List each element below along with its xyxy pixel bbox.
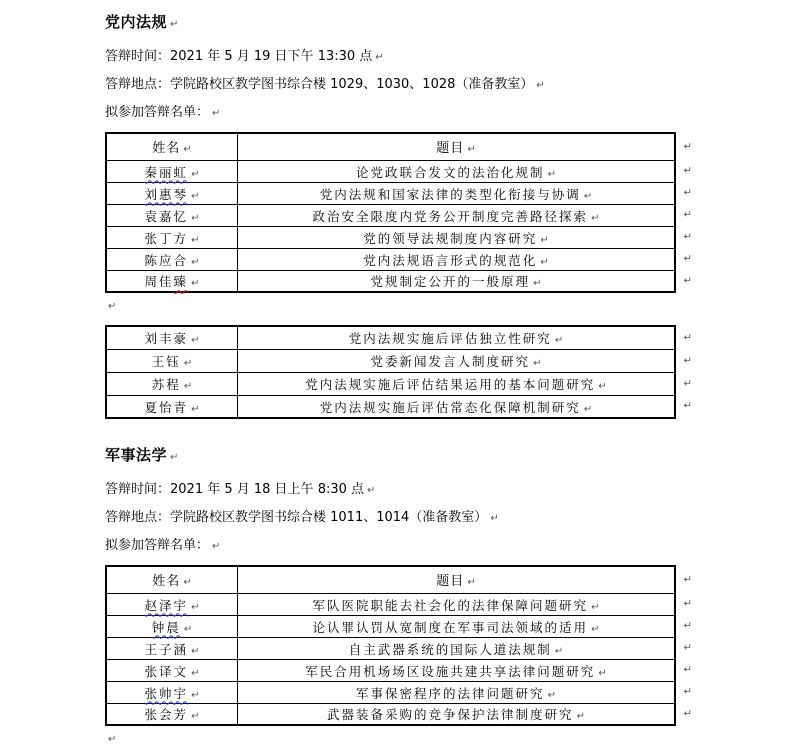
paragraph-mark-icon: ↵ — [191, 335, 200, 347]
student-name: 张帅宇 — [144, 685, 189, 701]
row-end-mark-icon: ↵ — [683, 209, 692, 221]
title-cell — [238, 182, 692, 204]
name-cell — [106, 226, 238, 248]
section-heading — [105, 445, 785, 468]
row-end-mark-icon: ↵ — [683, 598, 692, 610]
paragraph-mark-icon: ↵ — [540, 256, 549, 268]
student-name: 陈应合 — [144, 252, 189, 268]
header-name-text: 姓名 — [152, 574, 181, 590]
thesis-title: 党内法规实施后评估常态化保障机制研究 — [319, 399, 581, 415]
paragraph-mark-icon: ↵ — [191, 234, 200, 246]
section-heading-text: 党内法规 — [105, 13, 168, 31]
title-cell — [238, 395, 692, 418]
header-title-text: 题目 — [436, 574, 465, 590]
paragraph-mark-icon: ↵ — [191, 645, 200, 657]
defense-roster-table — [105, 325, 692, 419]
paragraph-mark-icon: ↵ — [554, 335, 564, 347]
row-end-mark-icon: ↵ — [683, 642, 692, 654]
student-name: 秦丽虹 — [144, 164, 189, 180]
paragraph-mark-icon: ↵ — [598, 667, 607, 679]
paragraph-mark-icon: ↵ — [533, 278, 542, 290]
paragraph-mark-icon: ↵ — [367, 485, 376, 496]
table-row — [106, 659, 675, 681]
thesis-title: 军队医院职能去社会化的法律保障问题研究 — [312, 597, 589, 613]
paragraph-mark-icon: ↵ — [591, 623, 600, 635]
table-row — [106, 703, 675, 725]
name-cell — [106, 204, 238, 226]
section-2 — [105, 445, 785, 726]
row-end-mark-icon: ↵ — [683, 355, 692, 366]
title-cell — [238, 615, 692, 637]
table-header-row — [106, 133, 675, 160]
title-cell — [238, 349, 692, 372]
paragraph-mark-icon: ↵ — [533, 358, 542, 369]
row-end-mark-icon: ↵ — [683, 574, 692, 586]
info-line-text: 答辩地点：学院路校区教学图书综合楼 1011、1014（准备教室） — [105, 510, 488, 525]
info-line — [105, 504, 785, 532]
header-cell-name — [106, 133, 238, 160]
student-name: 袁嘉忆 — [144, 208, 189, 224]
paragraph-mark-icon: ↵ — [191, 212, 200, 224]
thesis-title: 党内法规和国家法律的类型化衔接与协调 — [319, 186, 581, 202]
title-cell — [238, 659, 692, 681]
empty-paragraph — [105, 293, 785, 320]
table-row — [106, 248, 675, 270]
info-line-text: 答辩时间：2021 年 5 月 19 日下午 13:30 点 — [105, 49, 373, 64]
empty-paragraph — [105, 726, 785, 753]
thesis-title: 自主武器系统的国际人道法规制 — [348, 641, 552, 657]
table-row — [106, 182, 675, 204]
thesis-title: 军事保密程序的法律问题研究 — [356, 685, 545, 701]
student-name: 刘惠琴 — [144, 186, 189, 202]
header-cell-name — [106, 566, 238, 593]
table-row — [106, 395, 675, 418]
info-line-text: 拟参加答辩名单： — [105, 105, 210, 120]
row-end-mark-icon: ↵ — [683, 187, 692, 199]
info-line — [105, 532, 785, 560]
title-cell — [238, 248, 692, 270]
info-line — [105, 43, 785, 71]
student-name: 王子涵 — [144, 641, 189, 657]
title-cell — [238, 326, 692, 349]
table-row — [106, 593, 675, 615]
thesis-title: 党规制定公开的一般原理 — [370, 274, 531, 290]
row-end-mark-icon: ↵ — [683, 378, 692, 389]
table-row — [106, 637, 675, 659]
row-end-mark-icon: ↵ — [683, 253, 692, 265]
title-cell — [238, 204, 692, 226]
name-cell — [106, 248, 238, 270]
title-cell — [238, 270, 692, 292]
thesis-title: 党的领导法规制度内容研究 — [363, 230, 538, 246]
header-cell-title — [238, 133, 692, 160]
title-cell — [238, 372, 692, 395]
paragraph-mark-icon: ↵ — [183, 577, 192, 589]
student-name: 苏程 — [151, 377, 181, 392]
paragraph-mark-icon: ↵ — [183, 381, 193, 392]
row-end-mark-icon: ↵ — [683, 332, 692, 344]
paragraph-mark-icon: ↵ — [183, 144, 192, 156]
student-name: 赵泽宇 — [144, 597, 189, 613]
name-cell — [106, 372, 238, 395]
table-row — [106, 160, 675, 182]
row-end-mark-icon: ↵ — [683, 165, 692, 177]
header-cell-title — [238, 566, 692, 593]
thesis-title: 党委新闻发言人制度研究 — [370, 354, 531, 369]
name-cell — [106, 160, 238, 182]
thesis-title: 军民合用机场场区设施共建共享法律问题研究 — [305, 663, 596, 679]
name-cell — [106, 637, 238, 659]
paragraph-mark-icon: ↵ — [108, 301, 117, 312]
row-end-mark-icon: ↵ — [683, 708, 692, 720]
title-cell — [238, 226, 692, 248]
paragraph-mark-icon: ↵ — [490, 513, 499, 524]
paragraph-mark-icon: ↵ — [540, 234, 549, 246]
paragraph-mark-icon: ↵ — [583, 190, 593, 202]
name-cell — [106, 326, 238, 349]
table-row — [106, 681, 675, 703]
section-heading — [105, 12, 785, 35]
thesis-title: 党内法规语言形式的规范化 — [363, 252, 538, 268]
table-row — [106, 615, 675, 637]
section-heading-text: 军事法学 — [105, 446, 168, 464]
table-row — [106, 270, 675, 292]
thesis-title: 论党政联合发文的法治化规制 — [356, 164, 545, 180]
section-1 — [105, 12, 785, 419]
paragraph-mark-icon: ↵ — [547, 689, 556, 701]
title-cell — [238, 593, 692, 615]
row-end-mark-icon: ↵ — [683, 231, 692, 243]
paragraph-mark-icon: ↵ — [183, 623, 193, 635]
defense-roster-table — [105, 565, 692, 726]
student-name: 刘丰豪 — [144, 331, 189, 347]
paragraph-mark-icon: ↵ — [191, 403, 200, 415]
row-end-mark-icon: ↵ — [683, 275, 692, 287]
paragraph-mark-icon: ↵ — [554, 645, 564, 657]
title-cell — [238, 637, 692, 659]
paragraph-mark-icon: ↵ — [212, 541, 221, 552]
paragraph-mark-icon: ↵ — [591, 212, 600, 224]
student-name: 钟晨 — [151, 619, 181, 635]
name-cell — [106, 270, 238, 292]
table-row — [106, 204, 675, 226]
name-cell — [106, 349, 238, 372]
name-cell — [106, 703, 238, 725]
thesis-title: 论认罪认罚从宽制度在军事司法领域的适用 — [312, 619, 589, 635]
name-cell — [106, 681, 238, 703]
name-cell — [106, 659, 238, 681]
paragraph-mark-icon: ↵ — [375, 52, 384, 63]
table-row — [106, 372, 675, 395]
paragraph-mark-icon: ↵ — [108, 734, 117, 745]
student-name: 张丁方 — [144, 230, 189, 246]
info-line — [105, 99, 785, 127]
row-end-mark-icon: ↵ — [683, 664, 692, 676]
paragraph-mark-icon: ↵ — [576, 711, 585, 723]
paragraph-mark-icon: ↵ — [467, 577, 476, 589]
student-name: 王钰 — [151, 354, 181, 369]
student-name: 夏怡青 — [144, 399, 189, 415]
table-row — [106, 226, 675, 248]
name-cell — [106, 182, 238, 204]
student-name: 周佳臻 — [144, 274, 189, 290]
paragraph-mark-icon: ↵ — [191, 711, 200, 723]
info-line — [105, 71, 785, 99]
info-line-text: 答辩时间：2021 年 5 月 18 日上午 8:30 点 — [105, 482, 365, 497]
name-cell — [106, 615, 238, 637]
info-line-text: 答辩地点：学院路校区教学图书综合楼 1029、1030、1028（准备教室） — [105, 77, 534, 92]
table-row — [106, 326, 675, 349]
title-cell — [238, 160, 692, 182]
row-end-mark-icon: ↵ — [683, 141, 692, 153]
paragraph-mark-icon: ↵ — [191, 190, 200, 202]
title-cell — [238, 681, 692, 703]
paragraph-mark-icon: ↵ — [583, 403, 593, 415]
paragraph-mark-icon: ↵ — [212, 108, 221, 119]
info-line — [105, 476, 785, 504]
paragraph-mark-icon: ↵ — [191, 278, 200, 290]
student-name: 张会芳 — [144, 707, 189, 723]
paragraph-mark-icon: ↵ — [170, 19, 179, 30]
table-header-row — [106, 566, 675, 593]
header-title-text: 题目 — [436, 141, 465, 157]
paragraph-mark-icon: ↵ — [170, 452, 179, 463]
name-cell — [106, 395, 238, 418]
paragraph-mark-icon: ↵ — [191, 667, 200, 679]
paragraph-mark-icon: ↵ — [191, 256, 200, 268]
row-end-mark-icon: ↵ — [683, 400, 692, 412]
row-end-mark-icon: ↵ — [683, 620, 692, 632]
paragraph-mark-icon: ↵ — [191, 168, 200, 180]
paragraph-mark-icon: ↵ — [191, 601, 200, 613]
title-cell — [238, 703, 692, 725]
info-line-text: 拟参加答辩名单： — [105, 538, 210, 553]
name-cell — [106, 593, 238, 615]
paragraph-mark-icon: ↵ — [191, 689, 200, 701]
row-end-mark-icon: ↵ — [683, 686, 692, 698]
table-row — [106, 349, 675, 372]
paragraph-mark-icon: ↵ — [547, 168, 556, 180]
thesis-title: 政治安全限度内党务公开制度完善路径探索 — [312, 208, 589, 224]
thesis-title: 武器装备采购的竞争保护法律制度研究 — [327, 707, 574, 723]
paragraph-mark-icon: ↵ — [536, 80, 545, 91]
defense-roster-table — [105, 132, 692, 293]
paragraph-mark-icon: ↵ — [183, 358, 193, 369]
thesis-title: 党内法规实施后评估独立性研究 — [348, 331, 552, 347]
paragraph-mark-icon: ↵ — [467, 144, 476, 156]
thesis-title: 党内法规实施后评估结果运用的基本问题研究 — [305, 377, 596, 392]
header-name-text: 姓名 — [152, 141, 181, 157]
student-name-flagged-char: 臻 — [173, 274, 189, 290]
paragraph-mark-icon: ↵ — [591, 601, 600, 613]
paragraph-mark-icon: ↵ — [598, 381, 607, 392]
student-name: 张译文 — [144, 663, 189, 679]
